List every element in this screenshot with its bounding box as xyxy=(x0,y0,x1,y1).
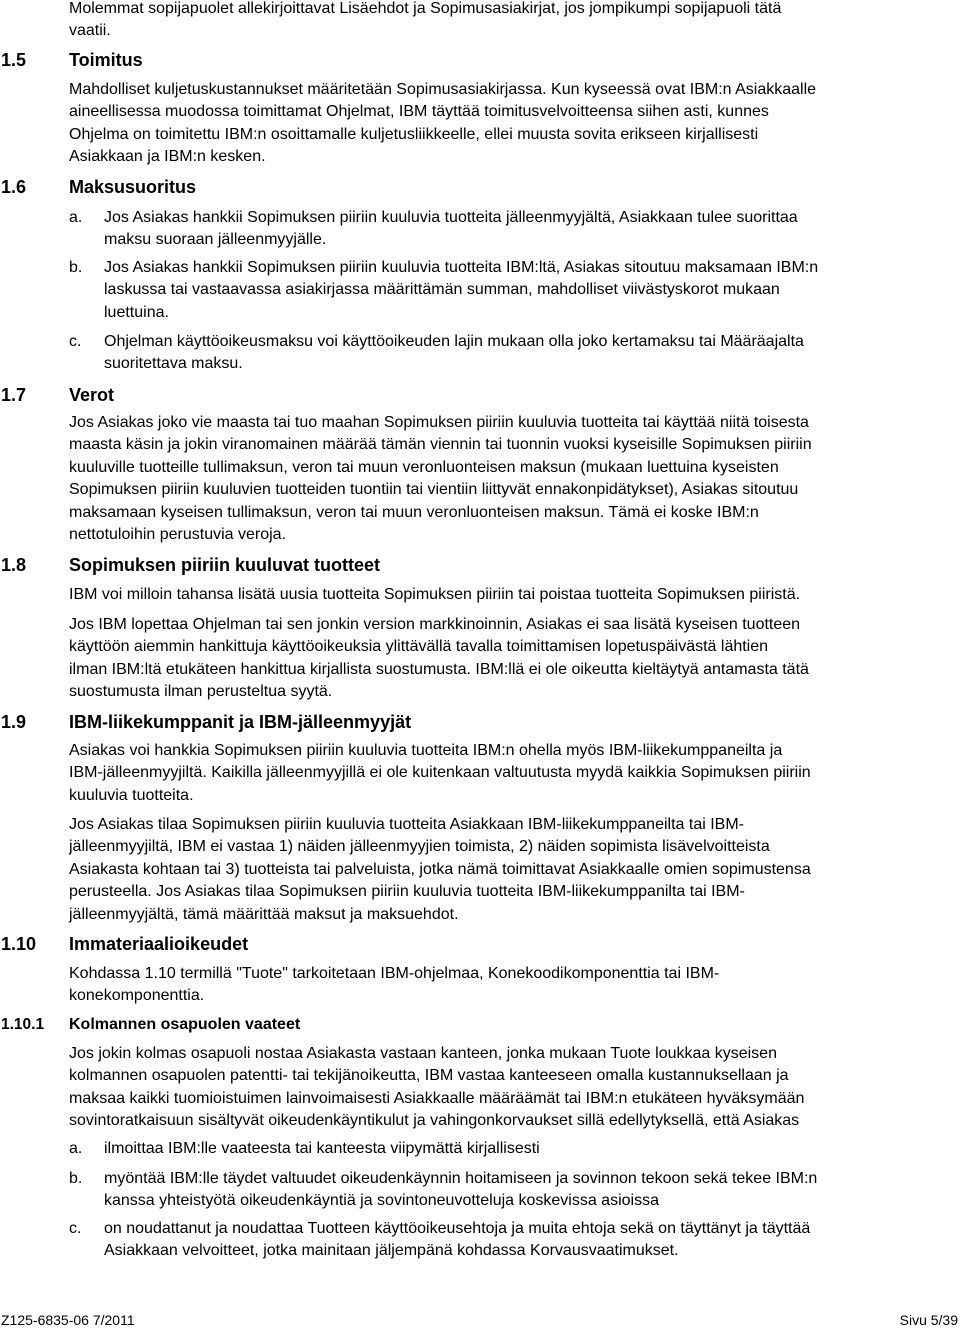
paragraph-line: Jos Asiakas tilaa Sopimuksen piiriin kuuluvia tuotteita Asiakkaan IBM-liikekumppaneilta tai IBM- xyxy=(69,816,744,833)
section-number-1-6: 1.6 xyxy=(1,177,27,197)
section-title-1-10-1: Kolmannen osapuolen vaateet xyxy=(69,1016,301,1033)
paragraph-line: Asiakkaan ja IBM:n kesken. xyxy=(69,148,266,166)
paragraph-line: konekomponenttia. xyxy=(69,987,205,1005)
intro-line: Molemmat sopijapuolet allekirjoittavat Lisäehdot ja Sopimusasiakirjat, jos jompikumpi sopijapuoli tätä xyxy=(69,0,782,17)
section-1-10-paragraph xyxy=(69,963,954,1008)
paragraph-line: laskussa tai vastaavassa asiakirjassa määrittämän summan, mahdolliset viivästyskorot mukaan xyxy=(104,281,780,299)
paragraph-line: jälleenmyyjiltä, IBM ei vastaa 1) näiden jälleenmyyjien toimista, 2) näiden sopimista lisävelvoitteista xyxy=(69,838,770,856)
list-item-label: c. xyxy=(69,333,82,350)
paragraph-line: Ohjelma on toimitettu IBM:n osoittamalle kuljetusliikkeelle, ellei muusta sovita erikseen kirjallisesti xyxy=(69,125,759,143)
section-1-8-paragraph-1 xyxy=(69,584,954,606)
paragraph-line: ilman IBM:ltä etukäteen hankittua kirjallista suostumusta. IBM:llä ei ole oikeutta kieltäytyä antamasta tätä xyxy=(69,660,809,678)
list-item-text xyxy=(104,1168,954,1213)
paragraph-line: Jos Asiakas hankkii Sopimuksen piiriin kuuluvia tuotteita jälleenmyyjältä, Asiakkaan tulee suorittaa xyxy=(104,209,798,226)
paragraph-line: suostumusta ilman perusteltua syytä. xyxy=(69,683,333,701)
paragraph-line: Kohdassa 1.10 termillä "Tuote" tarkoitetaan IBM-ohjelmaa, Konekoodikomponenttia tai IBM- xyxy=(69,965,720,982)
paragraph-line: sovintoratkaisuun sisältyvät oikeudenkäyntikulut ja vahingonkorvaukset sillä edellytyksellä, että Asiakas xyxy=(69,1112,800,1130)
footer-document-id: Z125-6835-06 7/2011 xyxy=(1,1312,135,1328)
section-1-9-paragraph-2 xyxy=(69,814,954,926)
paragraph-line: on noudattanut ja noudattaa Tuotteen käyttöoikeusehtoja ja muita ehtoja sekä on täyttänyt ja täyttää xyxy=(104,1220,811,1237)
paragraph-line: IBM voi milloin tahansa lisätä uusia tuotteita Sopimuksen piiriin tai poistaa tuotteita Sopimuksen piiristä. xyxy=(69,586,801,603)
paragraph-line: Mahdolliset kuljetuskustannukset määritetään Sopimusasiakirjassa. Kun kyseessä ovat IBM:n Asiakkaalle xyxy=(69,81,817,98)
list-item-label: b. xyxy=(69,1170,83,1187)
paragraph-line: luettuina. xyxy=(104,303,169,321)
paragraph-line: Ohjelman käyttöoikeusmaksu voi käyttöoikeuden lajin mukaan olla joko kertamaksu tai Määräajalta xyxy=(104,333,804,350)
paragraph-line: kuuluville tuotteille tullimaksun, veron tai muun veronluonteisen maksun (mukaan luettuina kyseisten xyxy=(69,458,779,476)
paragraph-line: kolmannen osapuolen patentti- tai tekijänoikeutta, IBM vastaa kanteeseen omalla kustannuksellaan ja xyxy=(69,1067,789,1085)
paragraph-line: Jos IBM lopettaa Ohjelman tai sen jonkin version markkinoinnin, Asiakas ei saa lisätä kyseisen tuotteen xyxy=(69,616,801,633)
paragraph-line: jälleenmyyjältä, tämä määrittää maksut ja maksuehdot. xyxy=(69,905,459,923)
paragraph-line: myöntää IBM:lle täydet valtuudet oikeudenkäynnin hoitamiseen ja sovinnon tekoon sekä tekee IBM:n xyxy=(104,1170,818,1187)
paragraph-line: käyttöön aiemmin hankittuja käyttöoikeuksia ylittävällä tavalla toimittamisen lopetuspäivästä lähtien xyxy=(69,638,769,656)
paragraph-line: maksaa kaikki tuomioistuimen lainvoimaisesti Asiakkaalle määräämät tai IBM:n etukäteen hyväksymään xyxy=(69,1089,805,1107)
paragraph-line: Asiakasta kohtaan tai 3) tuotteista tai palveluista, jotka nämä toimittavat Asiakkaalle omien sopimustensa xyxy=(69,860,811,878)
list-item-text xyxy=(104,257,954,324)
paragraph-line: Jos Asiakas joko vie maasta tai tuo maahan Sopimuksen piiriin kuuluvia tuotteita tai käyttää niitä toisesta xyxy=(69,414,809,431)
paragraph-line: aineellisessa muodossa toimittamat Ohjelmat, IBM täyttää toimitusvelvoitteensa siihen asti, kunnes xyxy=(69,103,769,121)
section-number-1-10-1: 1.10.1 xyxy=(1,1016,45,1033)
paragraph-line: Asiakkaan velvoitteet, jotka mainitaan jäljempänä kohdassa Korvausvaatimukset. xyxy=(104,1242,679,1260)
section-number-1-5: 1.5 xyxy=(1,50,27,70)
paragraph-line: suoritettava maksu. xyxy=(104,355,243,373)
section-title-1-5: Toimitus xyxy=(69,50,143,70)
footer-page-number: Sivu 5/39 xyxy=(899,1312,958,1328)
section-title-1-9: IBM-liikekumppanit ja IBM-jälleenmyyjät xyxy=(69,712,412,732)
section-title-1-7: Verot xyxy=(69,385,115,405)
paragraph-line: kanssa yhteistyötä oikeudenkäyntiä ja sovintoneuvotteluja koskevissa asioissa xyxy=(104,1192,659,1210)
section-1-5-paragraph xyxy=(69,79,954,169)
section-number-1-8: 1.8 xyxy=(1,555,27,575)
paragraph-line: maksamaan kyseisen tullimaksun, veron tai muun veronluonteisen maksun. Tämä ei koske IBM:n xyxy=(69,503,759,521)
paragraph-line: maksu suoraan jälleenmyyjälle. xyxy=(104,231,327,249)
paragraph-line: Asiakas voi hankkia Sopimuksen piiriin kuuluvia tuotteita IBM:n ohella myös IBM-liikekumppaneilta ja xyxy=(69,742,783,759)
paragraph-line: nettotuloihin perustuvia veroja. xyxy=(69,526,287,544)
list-item-text xyxy=(104,1218,954,1263)
section-number-1-10: 1.10 xyxy=(1,934,37,954)
section-title-1-10: Immateriaalioikeudet xyxy=(69,934,249,954)
section-1-8-paragraph-2 xyxy=(69,614,954,704)
paragraph-line: Sopimuksen piiriin kuuluvien tuotteiden tuontiin tai vientiin liittyvät ennakonpidätykset), Asiakas sitoutuu xyxy=(69,481,799,499)
list-item-label: c. xyxy=(69,1220,82,1237)
section-1-10-1-paragraph xyxy=(69,1043,954,1133)
intro-paragraph xyxy=(69,0,954,43)
section-1-7-paragraph xyxy=(69,412,954,546)
section-title-1-8: Sopimuksen piiriin kuuluvat tuotteet xyxy=(69,555,381,575)
intro-line: vaatii. xyxy=(69,22,111,40)
section-1-9-paragraph-1 xyxy=(69,740,954,807)
paragraph-line: perusteella. Jos Asiakas tilaa Sopimuksen piiriin kuuluvia tuotteita IBM-liikekumppanilta tai IBM- xyxy=(69,883,745,901)
section-number-1-7: 1.7 xyxy=(1,385,27,405)
list-item-label: a. xyxy=(69,1140,83,1157)
list-item-text xyxy=(104,331,954,376)
paragraph-line: maasta käsin ja jokin viranomainen määrää tämän viennin tai tuonnin vuoksi kyseisille Sopimuksen piiriin xyxy=(69,436,812,454)
section-number-1-9: 1.9 xyxy=(1,712,27,732)
list-item-label: a. xyxy=(69,209,83,226)
list-item-text xyxy=(104,207,954,252)
paragraph-line: Jos jokin kolmas osapuoli nostaa Asiakasta vastaan kanteen, jonka mukaan Tuote loukkaa kyseisen xyxy=(69,1045,777,1062)
paragraph-line: Jos Asiakas hankkii Sopimuksen piiriin kuuluvia tuotteita IBM:ltä, Asiakas sitoutuu maksamaan IBM:n xyxy=(104,259,819,276)
paragraph-line: kuuluvia tuotteita. xyxy=(69,786,194,804)
list-item-label: b. xyxy=(69,259,83,276)
section-title-1-6: Maksusuoritus xyxy=(69,177,197,197)
paragraph-line: IBM-jälleenmyyjiltä. Kaikilla jälleenmyyjillä ei ole kuitenkaan valtuutusta myydä kaikkia Sopimuksen piiriin xyxy=(69,764,811,782)
list-item-text xyxy=(104,1138,954,1160)
paragraph-line: ilmoittaa IBM:lle vaateesta tai kanteesta viipymättä kirjallisesti xyxy=(104,1140,540,1157)
